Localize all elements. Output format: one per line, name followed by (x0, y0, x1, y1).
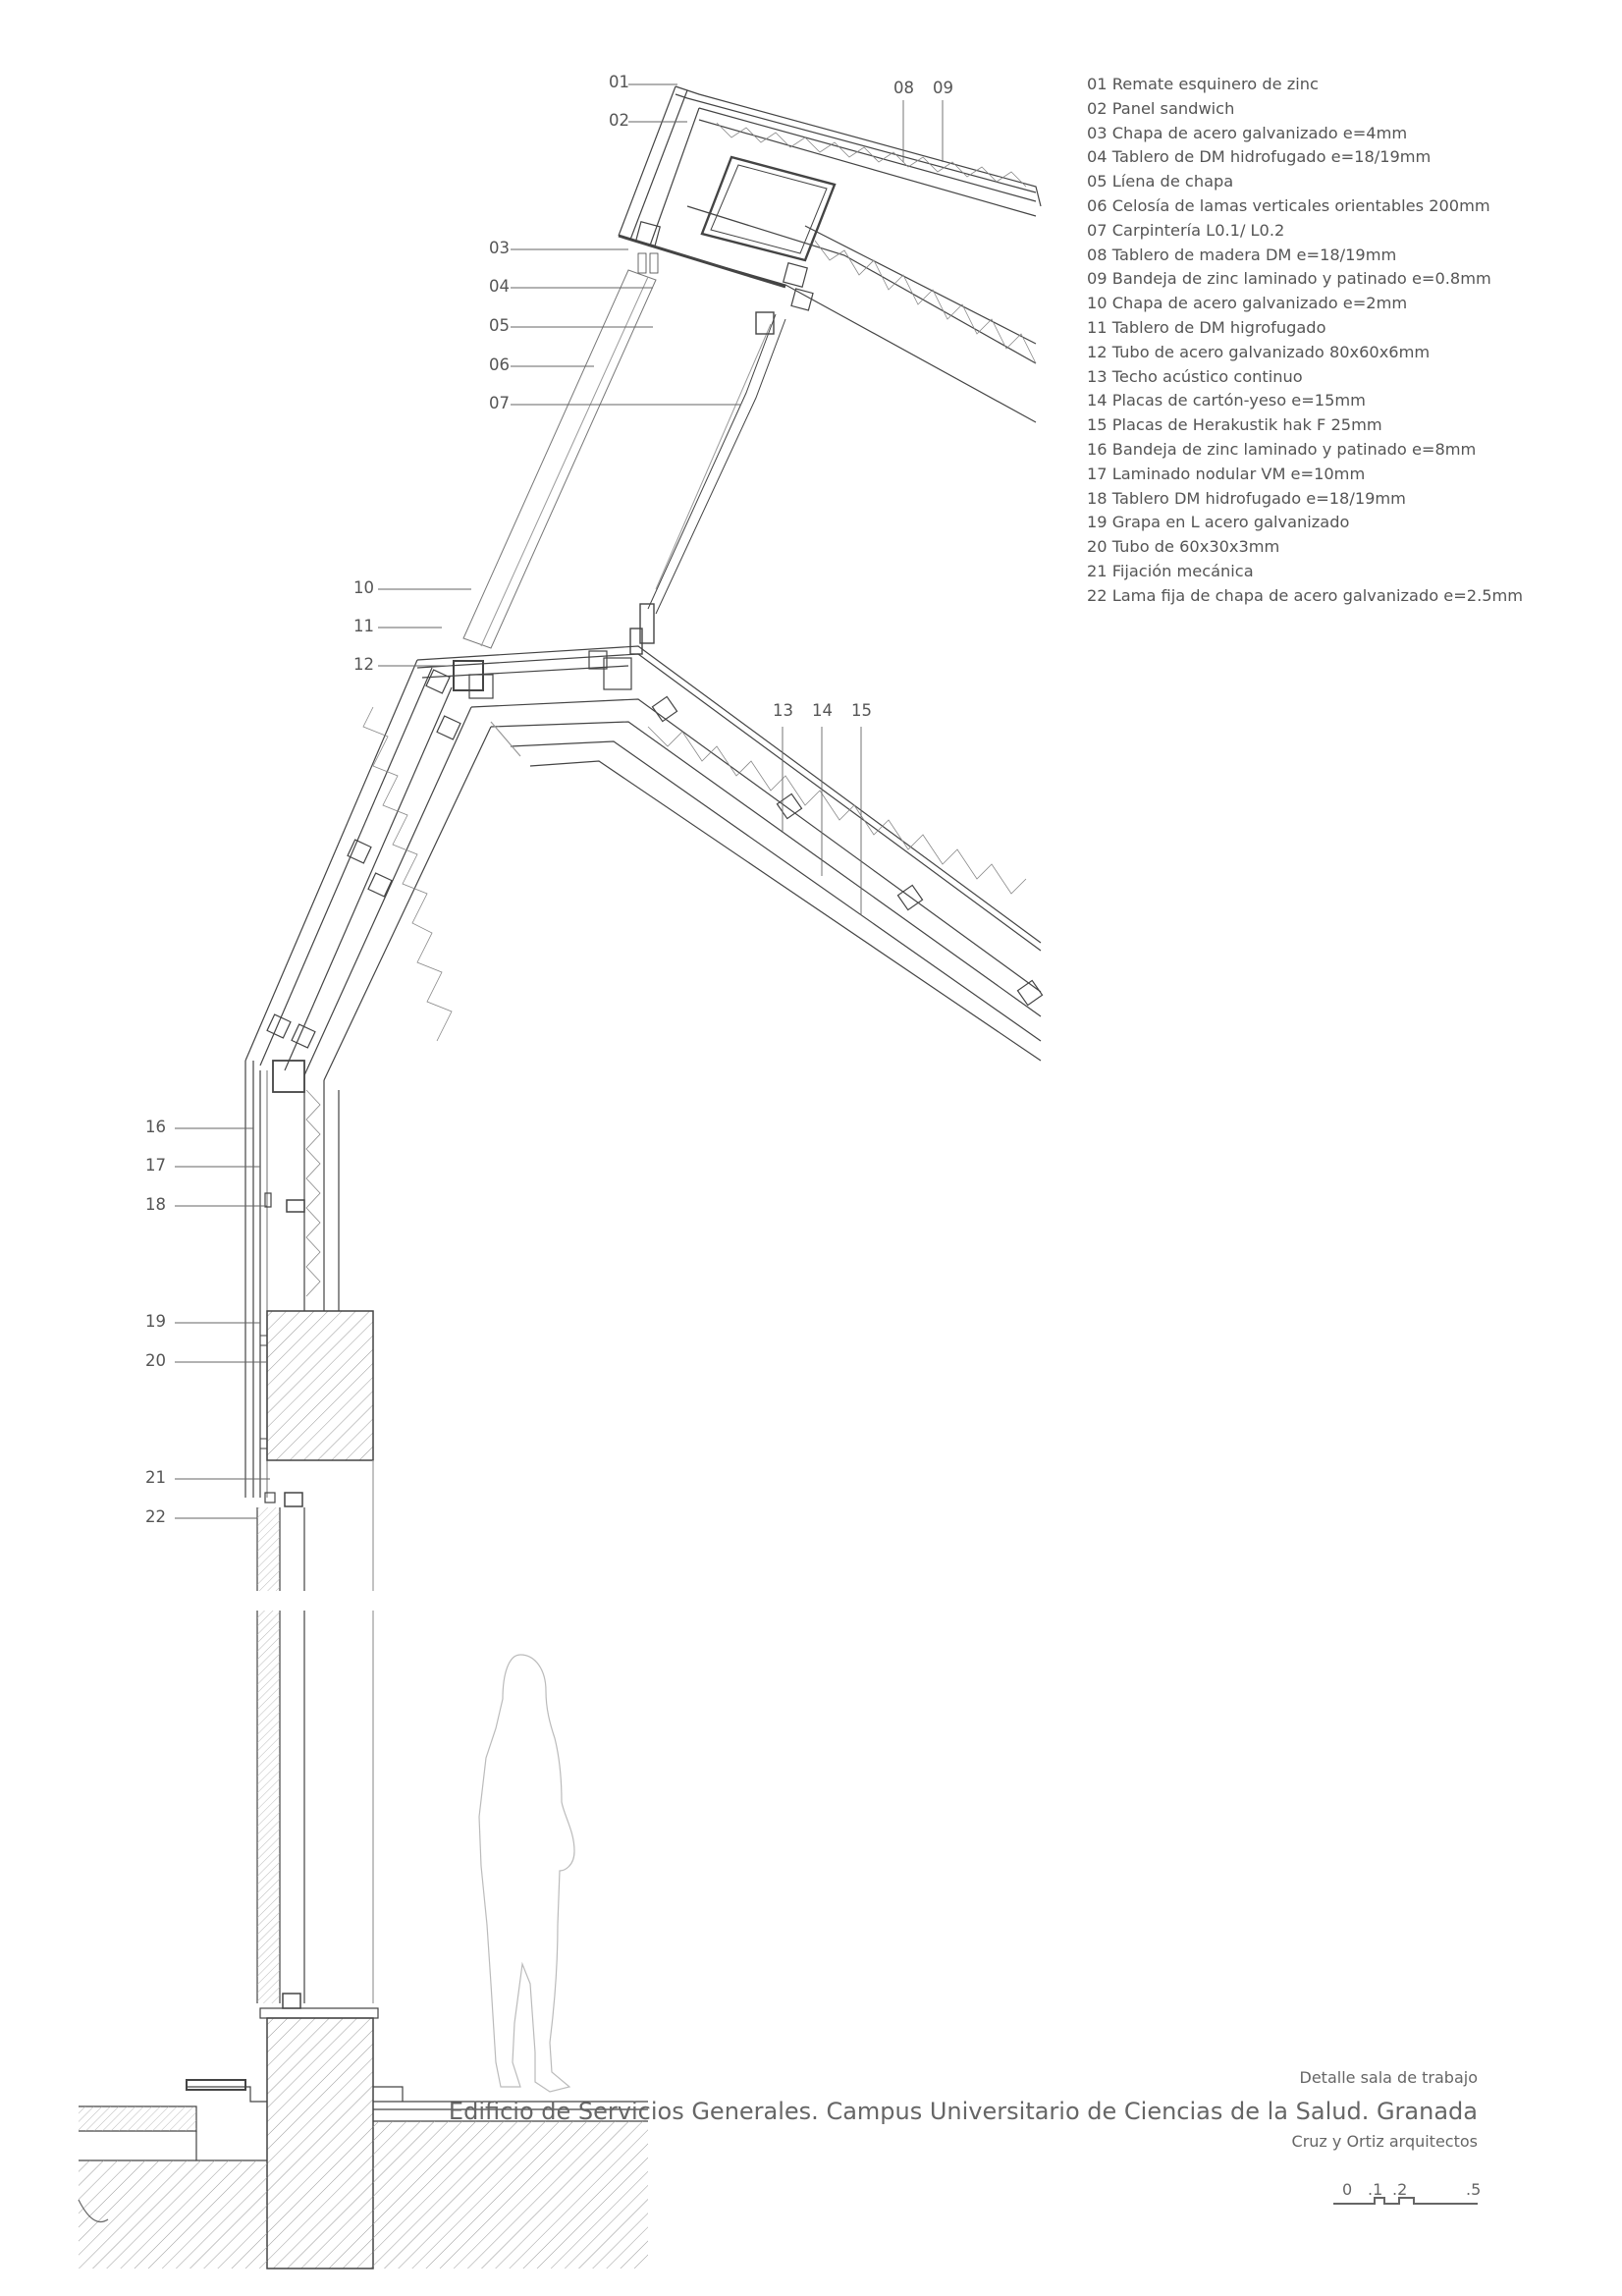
callout-21: 21 (145, 1468, 166, 1487)
middle-roof-section (245, 646, 1043, 1080)
floor-section (79, 1994, 648, 2269)
callout-03: 03 (489, 239, 510, 257)
callout-13: 13 (773, 701, 793, 720)
callout-15: 15 (851, 701, 872, 720)
legend-item: 16 Bandeja de zinc laminado y patinado e=8mm (1087, 439, 1477, 459)
legend-item: 18 Tablero DM hidrofugado e=18/19mm (1087, 488, 1406, 508)
architect-suffix: arquitectos (1383, 2132, 1478, 2151)
legend-item: 21 Fijación mecánica (1087, 561, 1254, 580)
legend-item: 04 Tablero de DM hidrofugado e=18/19mm (1087, 147, 1432, 167)
scale-label-01: .1 (1368, 2180, 1383, 2199)
scale-label-02: .2 (1392, 2180, 1408, 2199)
legend-item: 20 Tubo de 60x30x3mm (1087, 537, 1280, 557)
callout-18: 18 (145, 1195, 166, 1214)
callout-10: 10 (353, 578, 374, 597)
callout-17: 17 (145, 1156, 166, 1175)
legend-item: 08 Tablero de madera DM e=18/19mm (1087, 245, 1397, 264)
legend-item: 03 Chapa de acero galvanizado e=4mm (1087, 123, 1408, 142)
right-truss-zigzag (648, 727, 1026, 894)
legend-item: 19 Grapa en L acero galvanizado (1087, 513, 1350, 532)
legend-item: 13 Techo acústico continuo (1087, 366, 1303, 386)
legend-item: 14 Placas de cartón-yeso e=15mm (1087, 391, 1366, 410)
callout-01: 01 (609, 73, 629, 91)
callout-06: 06 (489, 355, 510, 374)
drawing-subtitle: Detalle sala de trabajo (1299, 2068, 1478, 2087)
callout-05: 05 (489, 316, 510, 335)
callout-22: 22 (145, 1507, 166, 1526)
legend-item: 07 Carpintería L0.1/ L0.2 (1087, 220, 1285, 240)
legend-item: 01 Remate esquinero de zinc (1087, 75, 1319, 93)
callout-14: 14 (812, 701, 833, 720)
legend-item: 11 Tablero de DM higrofugado (1087, 317, 1326, 337)
scale-label-0: 0 (1342, 2180, 1353, 2199)
hatched-beam (267, 1311, 373, 1460)
callout-19: 19 (145, 1312, 166, 1331)
vertical-wall-section (245, 1061, 373, 2003)
callout-12: 12 (353, 655, 374, 674)
legend-item: 05 Líena de chapa (1087, 172, 1234, 191)
legend-item: 17 Laminado nodular VM e=10mm (1087, 464, 1366, 483)
callout-16: 16 (145, 1118, 166, 1136)
drawing-title: Edificio de Servicios Generales. Campus Universitario de Ciencias de la Salud. Granada (448, 2098, 1478, 2125)
legend-item: 02 Panel sandwich (1087, 98, 1235, 118)
materials-legend (1087, 73, 1523, 609)
callout-04: 04 (489, 277, 510, 296)
callout-11: 11 (353, 617, 374, 635)
legend-item: 10 Chapa de acero galvanizado e=2mm (1087, 294, 1408, 313)
legend-item: 22 Lama fija de chapa de acero galvanizado e=2.5mm (1087, 585, 1524, 605)
scale-label-05: .5 (1466, 2180, 1482, 2199)
callout-09: 09 (933, 79, 953, 97)
architect-name: Cruz y Ortiz (1291, 2132, 1384, 2151)
callout-20: 20 (145, 1351, 166, 1370)
legend-item: 12 Tubo de acero galvanizado 80x60x6mm (1087, 342, 1431, 361)
legend-item: 15 Placas de Herakustik hak F 25mm (1087, 415, 1382, 435)
callout-02: 02 (609, 111, 629, 130)
legend-item: 06 Celosía de lamas verticales orientables 200mm (1087, 195, 1490, 215)
callout-07: 07 (489, 394, 510, 412)
legend-item: 09 Bandeja de zinc laminado y patinado e=0.8mm (1087, 269, 1491, 289)
louvre-and-window (463, 270, 785, 654)
callout-08: 08 (893, 79, 914, 97)
person-silhouette-icon (479, 1655, 574, 2092)
upper-roof-section (619, 86, 1041, 422)
architect-credit (1292, 2132, 1478, 2151)
